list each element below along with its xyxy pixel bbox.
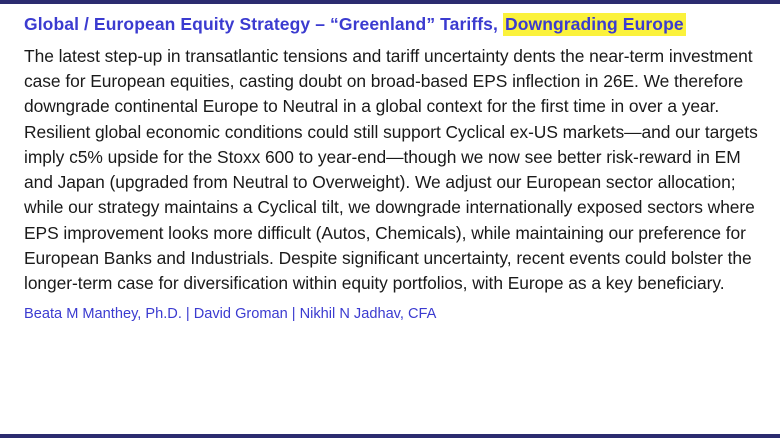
bottom-divider [0, 434, 780, 438]
article-content [24, 14, 762, 324]
author-link-2[interactable]: David Groman [193, 306, 288, 323]
author-separator-1: | [185, 306, 190, 323]
headline-highlighted-text: Downgrading Europe [504, 14, 684, 34]
author-link-1[interactable]: Beata M Manthey, Ph.D. [24, 306, 182, 323]
author-link-3[interactable]: Nikhil N Jadhav, CFA [299, 306, 437, 323]
top-divider [0, 0, 780, 4]
page-title [24, 14, 762, 36]
byline [24, 306, 762, 324]
author-separator-2: | [291, 306, 296, 323]
article-body: The latest step-up in transatlantic tensions and tariff uncertainty dents the near-term investment case for European equities, casting doubt on broad-based EPS inflection in 26E. We therefore downgrade continental Europe to Neutral in a global context for the first time in over a year. Resilient global economic conditions could still support Cyclical ex-US markets—and our targets imply c5% upside for the Stoxx 600 to year-end—though we now see better risk-reward in EM and Japan (upgraded from Neutral to Overweight). We adjust our European sector allocation; while our strategy maintains a Cyclical tilt, we downgrade internationally exposed sectors where EPS improvement looks more difficult (Autos, Chemicals), while maintaining our preference for European Banks and Industrials. Despite significant uncertainty, recent events could bolster the longer-term case for diversification within equity portfolios, with Europe as a key beneficiary. [24, 45, 758, 293]
headline-plain-text: Global / European Equity Strategy – “Greenland” Tariffs, [24, 14, 498, 34]
